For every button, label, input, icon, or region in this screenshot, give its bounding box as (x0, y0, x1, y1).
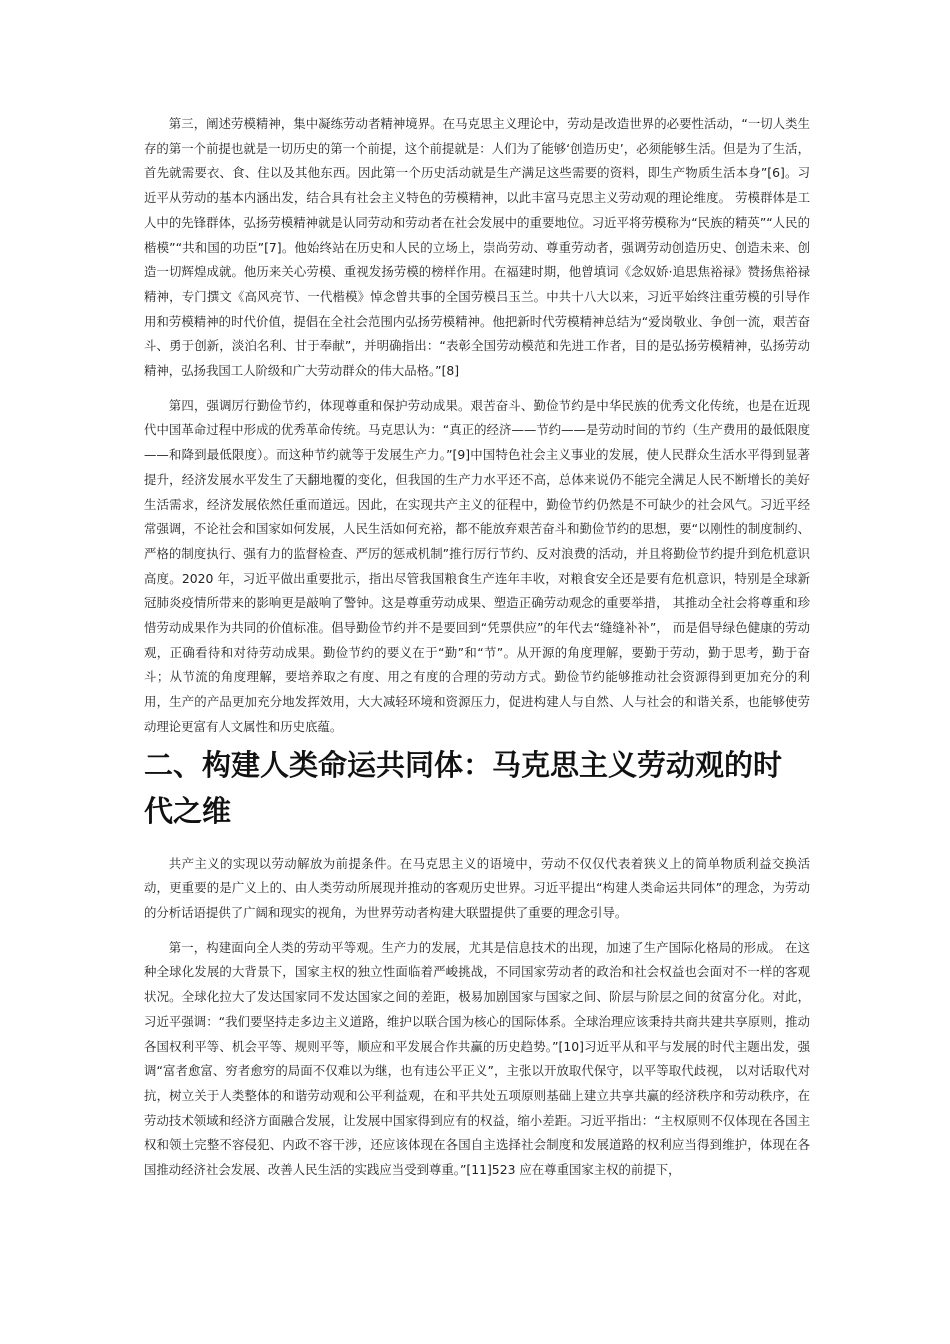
paragraph-spacer (144, 926, 810, 936)
paragraph-spacer (144, 384, 810, 394)
section-heading: 二、构建人类命运共同体：马克思主义劳动观的时代之维 (144, 747, 783, 828)
paragraph-third-model-worker-spirit: 第三，阐述劳模精神，集中凝练劳动者精神境界。在马克思主义理论中，劳动是改造世界的必要性活动，“一切人类生存的第一个前提也就是一切历史的第一个前提，这个前提就是：人们为了能够‘创造历史’，必须能够生活。但是为了生活，首先就需要衣、食、住以及其他东西。因此第一个历史活动就是生产满足这些需要的资料，即生产物质生活本身”[6]。习近平从劳动的基本内涵出发，结合具有社会主义特色的劳模精神，以此丰富马克思主义劳动观的理论维度。 劳模群体是工人中的先锋群体，弘扬劳模精神就是认同劳动和劳动者在社会发展中的重要地位。习近平将劳模称为“民族的精英”“人民的楷模”“共和国的功臣”[7]。他始终站在历史和人民的立场上，崇尚劳动、尊重劳动者，强调劳动创造历史、创造未来、创造一切辉煌成就。他历来关心劳模、重视发扬劳模的榜样作用。在福建时期，他曾填词《念奴娇·追思焦裕禄》赞扬焦裕禄精神，专门撰文《高风亮节、一代楷模》悼念曾共事的全国劳模吕玉兰。中共十八大以来，习近平始终注重劳模的引导作用和劳模精神的时代价值，提倡在全社会范围内弘扬劳模精神。他把新时代劳模精神总结为“爱岗敬业、争创一流，艰苦奋斗、勇于创新，淡泊名利、甘于奉献”，并明确指出：“表彰全国劳动模范和先进工作者，目的是弘扬劳模精神，弘扬劳动精神，弘扬我国工人阶级和广大劳动群众的伟大品格。”[8] (144, 116, 810, 379)
paragraph-fourth-thrift: 第四，强调厉行勤俭节约，体现尊重和保护劳动成果。艰苦奋斗、勤俭节约是中华民族的优秀文化传统，也是在近现代中国革命过程中形成的优秀革命传统。马克思认为：“真正的经济——节约——是劳动时间的节约（生产费用的最低限度——和降到最低限度）。而这种节约就等于发展生产力。”[9]中国特色社会主义事业的发展，使人民群众生活水平得到显著提升，经济发展水平发生了天翻地覆的变化，但我国的生产力水平还不高，总体来说仍不能完全满足人民不断增长的美好生活需求，经济发展依然任重而道远。因此，在实现共产主义的征程中，勤俭节约仍然是不可缺少的社会风气。习近平经常强调，不论社会和国家如何发展，人民生活如何充裕，都不能放弃艰苦奋斗和勤俭节约的思想，要“以刚性的制度制约、严格的制度执行、强有力的监督检查、严厉的惩戒机制”推行厉行节约、反对浪费的活动，并且将勤俭节约提升到危机意识高度。2020 年，习近平做出重要批示，指出尽管我国粮食生产连年丰收，对粮食安全还是要有危机意识，特别是全球新冠肺炎疫情所带来的影响更是敲响了警钟。这是尊重劳动成果、塑造正确劳动观念的重要举措， 其推动全社会将尊重和珍惜劳动成果作为共同的价值标准。倡导勤俭节约并不是要回到“凭票供应”的年代去“缝缝补补”， 而是倡导绿色健康的劳动观，正确看待和对待劳动成果。勤俭节约的要义在于“勤”和“节”。从开源的角度理解，要勤于劳动，勤于思考，勤于奋斗；从节流的角度理解，要培养取之有度、用之有度的合理的劳动方式。勤俭节约能够推动社会资源得到更加充分的利用，生产的产品更加充分地发挥效用，大大减轻环境和资源压力，促进构建人与自然、人与社会的和谐关系，也能够使劳动理论更富有人文属性和历史底蕴。 (144, 397, 810, 734)
paragraph-section-intro: 共产主义的实现以劳动解放为前提条件。在马克思主义的语境中，劳动不仅仅代表着狭义上的简单物质利益交换活动，更重要的是广义上的、由人类劳动所展现并推动的客观历史世界。习近平提出“构建人类命运共同体”的理念，为劳动的分析话语提供了广阔和现实的视角，为世界劳动者构建大联盟提供了重要的理念引导。 (144, 855, 810, 920)
document-page (144, 112, 810, 1183)
paragraph-first-labor-equality: 第一，构建面向全人类的劳动平等观。生产力的发展，尤其是信息技术的出现，加速了生产国际化格局的形成。 在这种全球化发展的大背景下，国家主权的独立性面临着严峻挑战，不同国家劳动者的政治和社会权益也会面对不一样的客观状况。全球化拉大了发达国家同不发达国家之间的差距，极易加剧国家与国家之间、阶层与阶层之间的贫富分化。对此，习近平强调：“我们要坚持走多边主义道路，维护以联合国为核心的国际体系。全球治理应该秉持共商共建共享原则，推动各国权利平等、机会平等、规则平等，顺应和平发展合作共赢的历史趋势。”[10]习近平从和平与发展的时代主题出发，强调“富者愈富、穷者愈穷的局面不仅难以为继，也有违公平正义”，主张以开放取代保守，以平等取代歧视， 以对话取代对抗，树立关于人类整体的和谐劳动观和公平利益观，在和平共处五项原则基础上建立共享共赢的经济秩序和劳动秩序，在劳动技术领域和经济方面融合发展，让发展中国家得到应有的权益，缩小差距。习近平指出：“主权原则不仅体现在各国主权和领土完整不容侵犯、内政不容干涉，还应该体现在各国自主选择社会制度和发展道路的权利应当得到维护，体现在各国推动经济社会发展、改善人民生活的实践应当受到尊重。”[11]523 应在尊重国家主权的前提下， (144, 939, 810, 1178)
